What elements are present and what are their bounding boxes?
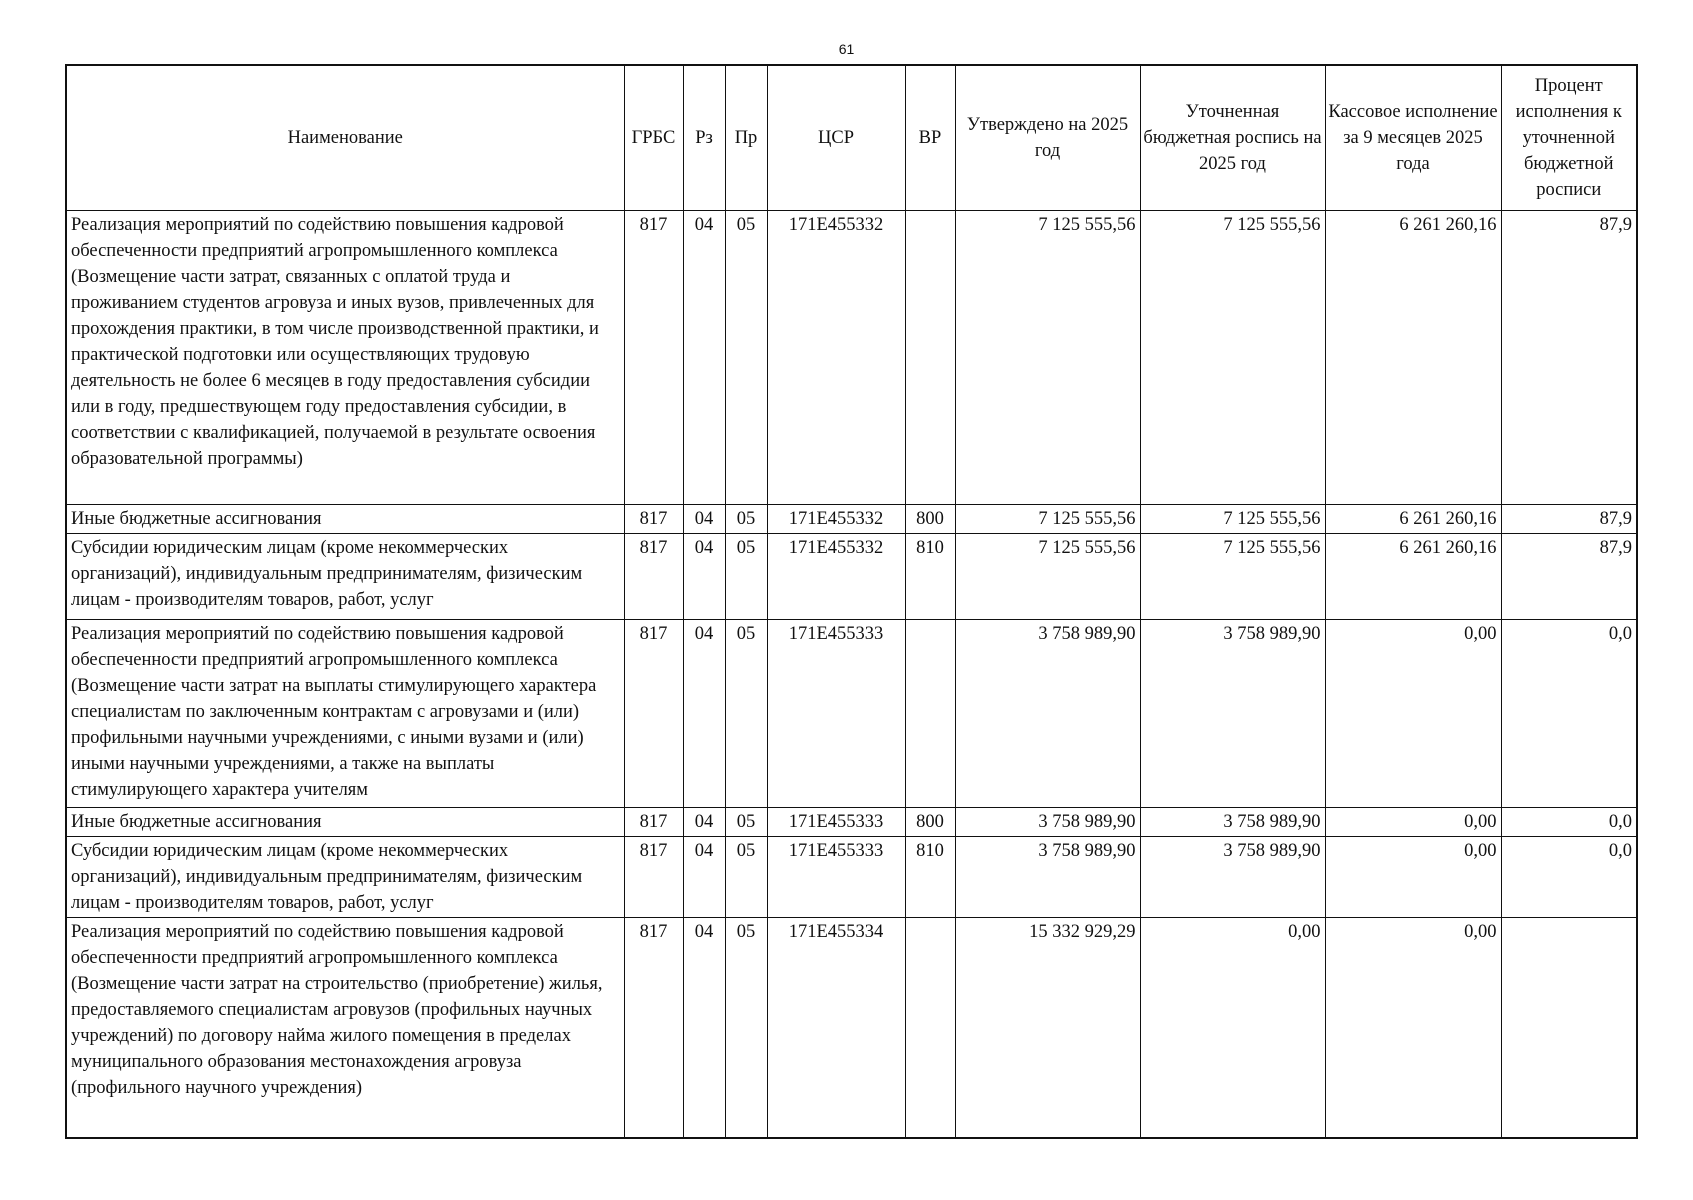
cell-approved: 3 758 989,90 bbox=[955, 837, 1140, 918]
cell-csr: 171E455333 bbox=[767, 808, 905, 837]
cell-pr: 05 bbox=[725, 837, 767, 918]
cell-percent: 87,9 bbox=[1501, 534, 1637, 620]
cell-percent: 0,0 bbox=[1501, 808, 1637, 837]
cell-approved: 15 332 929,29 bbox=[955, 918, 1140, 1138]
cell-pr: 05 bbox=[725, 808, 767, 837]
table-row bbox=[66, 620, 1637, 808]
cell-approved: 3 758 989,90 bbox=[955, 620, 1140, 808]
cell-refined: 7 125 555,56 bbox=[1140, 211, 1325, 505]
cell-pr: 05 bbox=[725, 534, 767, 620]
table-row bbox=[66, 808, 1637, 837]
cell-grbs: 817 bbox=[624, 918, 683, 1138]
cell-name: Субсидии юридическим лицам (кроме некоммерческих организаций), индивидуальным предпринимателям, физическим лицам - производителям товаров, работ, услуг bbox=[66, 534, 624, 620]
cell-csr: 171E455334 bbox=[767, 918, 905, 1138]
table-row bbox=[66, 505, 1637, 534]
cell-grbs: 817 bbox=[624, 534, 683, 620]
cell-csr: 171E455332 bbox=[767, 534, 905, 620]
cell-executed: 6 261 260,16 bbox=[1325, 505, 1501, 534]
cell-refined: 7 125 555,56 bbox=[1140, 505, 1325, 534]
cell-csr: 171E455332 bbox=[767, 505, 905, 534]
cell-executed: 0,00 bbox=[1325, 837, 1501, 918]
cell-name: Иные бюджетные ассигнования bbox=[66, 505, 624, 534]
header-csr: ЦСР bbox=[767, 65, 905, 211]
header-name: Наименование bbox=[66, 65, 624, 211]
cell-csr: 171E455333 bbox=[767, 620, 905, 808]
header-grbs: ГРБС bbox=[624, 65, 683, 211]
cell-grbs: 817 bbox=[624, 620, 683, 808]
cell-grbs: 817 bbox=[624, 837, 683, 918]
cell-percent: 87,9 bbox=[1501, 211, 1637, 505]
cell-csr: 171E455332 bbox=[767, 211, 905, 505]
header-rz: Рз bbox=[683, 65, 725, 211]
cell-refined: 3 758 989,90 bbox=[1140, 620, 1325, 808]
header-executed: Кассовое исполнение за 9 месяцев 2025 года bbox=[1325, 65, 1501, 211]
table-row bbox=[66, 837, 1637, 918]
table-header-row bbox=[66, 65, 1637, 211]
cell-pr: 05 bbox=[725, 211, 767, 505]
cell-vr bbox=[905, 620, 955, 808]
cell-vr: 810 bbox=[905, 534, 955, 620]
header-pr: Пр bbox=[725, 65, 767, 211]
cell-name: Реализация мероприятий по содействию повышения кадровой обеспеченности предприятий агропромышленного комплекса (Возмещение части затрат, связанных с оплатой труда и проживанием студентов агровуза и иных вузов, привлеченных для прохождения практики, в том числе производственной практики, и практической подготовки или осуществляющих трудовую деятельность не более 6 месяцев в году предоставления субсидии или в году, предшествующем году предоставления субсидии, в соответствии с квалификацией, получаемой в результате освоения образовательной программы) bbox=[66, 211, 624, 505]
cell-pr: 05 bbox=[725, 918, 767, 1138]
cell-refined: 3 758 989,90 bbox=[1140, 808, 1325, 837]
cell-grbs: 817 bbox=[624, 808, 683, 837]
page-number: 61 bbox=[838, 41, 855, 57]
header-percent: Процент исполнения к уточненной бюджетной росписи bbox=[1501, 65, 1637, 211]
cell-executed: 0,00 bbox=[1325, 918, 1501, 1138]
cell-name: Иные бюджетные ассигнования bbox=[66, 808, 624, 837]
cell-executed: 0,00 bbox=[1325, 808, 1501, 837]
cell-vr: 800 bbox=[905, 808, 955, 837]
cell-rz: 04 bbox=[683, 837, 725, 918]
cell-approved: 7 125 555,56 bbox=[955, 505, 1140, 534]
cell-rz: 04 bbox=[683, 534, 725, 620]
cell-executed: 0,00 bbox=[1325, 620, 1501, 808]
header-refined: Уточненная бюджетная роспись на 2025 год bbox=[1140, 65, 1325, 211]
cell-rz: 04 bbox=[683, 808, 725, 837]
header-vr: ВР bbox=[905, 65, 955, 211]
cell-refined: 0,00 bbox=[1140, 918, 1325, 1138]
cell-csr: 171E455333 bbox=[767, 837, 905, 918]
cell-grbs: 817 bbox=[624, 505, 683, 534]
cell-refined: 3 758 989,90 bbox=[1140, 837, 1325, 918]
cell-vr bbox=[905, 211, 955, 505]
cell-percent: 87,9 bbox=[1501, 505, 1637, 534]
table-row bbox=[66, 918, 1637, 1138]
cell-grbs: 817 bbox=[624, 211, 683, 505]
cell-vr: 810 bbox=[905, 837, 955, 918]
cell-name: Реализация мероприятий по содействию повышения кадровой обеспеченности предприятий агропромышленного комплекса (Возмещение части затрат на строительство (приобретение) жилья, предоставляемого специалистам агровузов (профильных научных учреждений) по договору найма жилого помещения в пределах муниципального образования местонахождения агровуза (профильного научного учреждения) bbox=[66, 918, 624, 1138]
header-approved: Утверждено на 2025 год bbox=[955, 65, 1140, 211]
cell-rz: 04 bbox=[683, 918, 725, 1138]
cell-pr: 05 bbox=[725, 505, 767, 534]
table-row bbox=[66, 211, 1637, 505]
cell-pr: 05 bbox=[725, 620, 767, 808]
cell-vr bbox=[905, 918, 955, 1138]
cell-rz: 04 bbox=[683, 620, 725, 808]
budget-execution-table bbox=[65, 64, 1638, 1139]
cell-percent: 0,0 bbox=[1501, 620, 1637, 808]
cell-approved: 3 758 989,90 bbox=[955, 808, 1140, 837]
cell-executed: 6 261 260,16 bbox=[1325, 211, 1501, 505]
cell-name: Субсидии юридическим лицам (кроме некоммерческих организаций), индивидуальным предпринимателям, физическим лицам - производителям товаров, работ, услуг bbox=[66, 837, 624, 918]
cell-percent: 0,0 bbox=[1501, 837, 1637, 918]
cell-approved: 7 125 555,56 bbox=[955, 534, 1140, 620]
cell-approved: 7 125 555,56 bbox=[955, 211, 1140, 505]
cell-rz: 04 bbox=[683, 505, 725, 534]
table-row bbox=[66, 534, 1637, 620]
cell-vr: 800 bbox=[905, 505, 955, 534]
cell-name: Реализация мероприятий по содействию повышения кадровой обеспеченности предприятий агропромышленного комплекса (Возмещение части затрат на выплаты стимулирующего характера специалистам по заключенным контрактам с агровузами и (или) профильными научными учреждениями, с иными вузами и (или) иными научными учреждениями, а также на выплаты стимулирующего характера учителям bbox=[66, 620, 624, 808]
cell-refined: 7 125 555,56 bbox=[1140, 534, 1325, 620]
cell-percent bbox=[1501, 918, 1637, 1138]
cell-rz: 04 bbox=[683, 211, 725, 505]
cell-executed: 6 261 260,16 bbox=[1325, 534, 1501, 620]
